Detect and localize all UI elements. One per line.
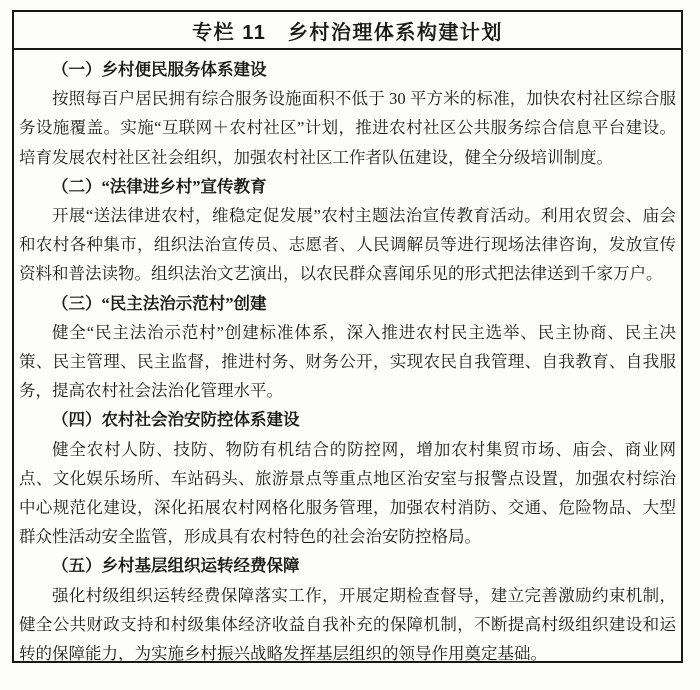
section-5 xyxy=(19,551,676,668)
section-5-heading: （五）乡村基层组织运转经费保障 xyxy=(52,556,300,576)
section-3 xyxy=(19,289,676,406)
section-2-heading: （二）“法律进乡村”宣传教育 xyxy=(52,176,267,196)
column-box xyxy=(12,10,683,663)
section-3-body: 健全“民主法治示范村”创建标准体系，深入推进农村民主选举、民主协商、民主决策、民主管理、民主监督，推进村务、财务公开，实现农民自我管理、自我教育、自我服务，提高农村社会法治化管理水平。 xyxy=(19,322,676,401)
section-4 xyxy=(19,405,676,551)
section-2 xyxy=(19,172,676,289)
section-1 xyxy=(19,55,676,172)
section-1-body: 按照每百户居民拥有综合服务设施面积不低于 30 平方米的标准，加快农村社区综合服务设施覆盖。实施“互联网＋农村社区”计划，推进农村社区公共服务综合信息平台建设。培育发展农村社区社会组织，加强农村社区工作者队伍建设，健全分级培训制度。 xyxy=(19,89,676,167)
section-4-heading: （四）农村社会治安防控体系建设 xyxy=(52,410,300,430)
section-1-heading: （一）乡村便民服务体系建设 xyxy=(52,60,267,79)
column-title: 专栏 11 乡村治理体系构建计划 xyxy=(14,12,681,50)
section-5-body: 强化村级组织运转经费保障落实工作，开展定期检查督导，建立完善激励约束机制，健全公共财政支持和村级集体经济收益自我补充的保障机制，不断提高村级组织建设和运转的保障能力，为实施乡村振兴战略发挥基层组织的领导作用奠定基础。 xyxy=(19,585,676,664)
section-4-body: 健全农村人防、技防、物防有机结合的防控网，增加农村集贸市场、庙会、商业网点、文化娱乐场所、车站码头、旅游景点等重点地区治安室与报警点设置，加强农村综治中心规范化建设，深化拓展农村网格化服务管理，加强农村消防、交通、危险物品、大型群众性活动安全监管，形成具有农村特色的社会治安防控格局。 xyxy=(19,439,676,547)
section-3-heading: （三）“民主法治示范村”创建 xyxy=(52,293,267,313)
section-2-body: 开展“送法律进农村，维稳定促发展”农村主题法治宣传教育活动。利用农贸会、庙会和农村各种集市，组织法治宣传员、志愿者、人民调解员等进行现场法律咨询，发放宣传资料和普法读物。组织法治文艺演出，以农民群众喜闻乐见的形式把法律送到千家万户。 xyxy=(19,206,676,284)
column-content xyxy=(14,50,681,668)
